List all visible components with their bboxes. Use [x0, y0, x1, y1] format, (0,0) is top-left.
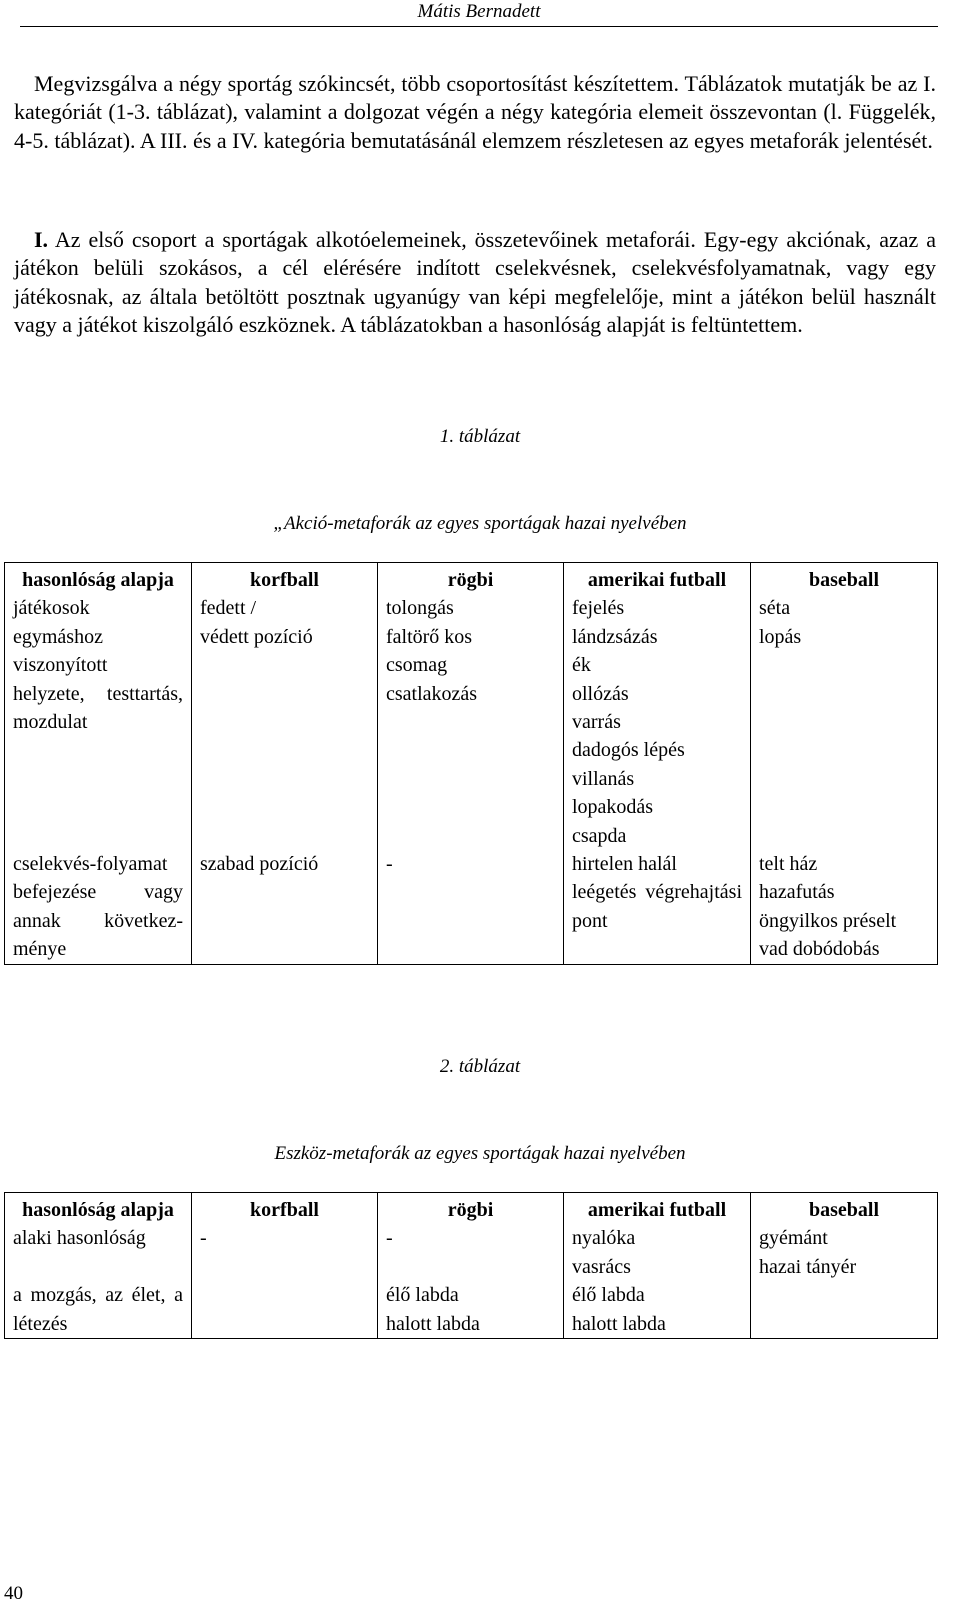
- term: gyémánt: [759, 1227, 828, 1250]
- cell-rogbi: [378, 594, 564, 850]
- table-row: [5, 1281, 938, 1338]
- cell-rogbi: [378, 1281, 564, 1338]
- cell-baseball: [751, 594, 938, 850]
- row-basis: cselekvés-folyamat befejezése vagy annak következ-ménye: [5, 850, 192, 964]
- term: lopakodás: [572, 796, 654, 819]
- row-basis: a mozgás, az élet, a létezés: [5, 1281, 192, 1338]
- header-korfball: korfball: [192, 563, 378, 595]
- cell-baseball: [751, 850, 938, 964]
- cell-baseball: [751, 1281, 938, 1338]
- table-row: [5, 850, 938, 964]
- term: hazafutás: [759, 881, 835, 904]
- header-rogbi: rögbi: [378, 563, 564, 595]
- term: halott labda: [386, 1312, 480, 1335]
- cell-amerikai: [564, 1281, 751, 1338]
- header-basis: hasonlóság alapja: [5, 563, 192, 595]
- term: dadogós lépés: [572, 739, 685, 762]
- term: -: [386, 853, 393, 876]
- term: öngyilkos préselt: [759, 909, 897, 932]
- term: élő labda: [386, 1284, 459, 1307]
- table2-caption: 2. táblázat: [439, 1056, 521, 1077]
- term: csatlakozás: [386, 682, 478, 705]
- term: lándzsázás: [572, 625, 658, 648]
- category-body: Egy-egy akciónak, azaz a játékon belüli szokásos, a cél elérésére indított cselekvésnek, cselekvésfolyamatnak, vagy egy játékosnak, az általa betöltött posztnak ugyanúgy van képi megfelelője, mint a játékon belül használt vagy a játékot kiszolgáló eszköznek. A táblázatokban a hasonlóság alapját is feltüntettem.: [14, 227, 936, 338]
- term: fejelés: [572, 597, 625, 620]
- term: szabad pozíció: [200, 853, 319, 876]
- term: varrás: [572, 711, 621, 734]
- table-row: [5, 1224, 938, 1281]
- cell-rogbi: [378, 850, 564, 964]
- term: védett pozíció: [200, 625, 313, 648]
- term: ollózás: [572, 682, 629, 705]
- cell-amerikai: [564, 850, 751, 964]
- term: ék: [572, 654, 591, 677]
- header-baseball: baseball: [751, 563, 938, 595]
- term: faltörő kos: [386, 625, 473, 648]
- term: -: [386, 1227, 393, 1250]
- header-korfball: korfball: [192, 1193, 378, 1225]
- term: séta: [759, 597, 791, 620]
- header-author: Mátis Bernadett: [417, 1, 541, 22]
- term: nyalóka: [572, 1227, 636, 1250]
- action-metaphors-table: [4, 562, 938, 965]
- running-header: [20, 0, 938, 27]
- term: leégetés végrehajtási pont: [572, 881, 742, 932]
- term: tolongás: [386, 597, 454, 620]
- cell-korfball: [192, 594, 378, 850]
- term: csomag: [386, 654, 448, 677]
- term: halott labda: [572, 1312, 666, 1335]
- header-basis: hasonlóság alapja: [5, 1193, 192, 1225]
- header-amerikai-futball: amerikai futball: [564, 563, 751, 595]
- term: élő labda: [572, 1284, 645, 1307]
- term: vad dobódobás: [759, 938, 880, 961]
- cell-baseball: [751, 1224, 938, 1281]
- term: hazai tányér: [759, 1255, 857, 1278]
- table1-caption: 1. táblázat: [439, 426, 521, 447]
- table2-title: Eszköz-metaforák az egyes sportágak hazai nyelvében: [274, 1143, 686, 1164]
- page-number: 40: [4, 1583, 23, 1604]
- category-paragraph: [14, 226, 936, 340]
- row-basis: játékosok egymáshoz viszonyított helyzete, testtartás, mozdulat: [5, 594, 192, 850]
- intro-paragraph: Megvizsgálva a négy sportág szókincsét, több csoportosítást készítettem. Táblázatok mutatják be az I. kategóriát (1-3. táblázat), valamint a dolgozat végén a négy kategória elemeit összevontan (l. Függelék, 4-5. táblázat). A III. és a IV. kategória bemutatásánál elemzem részletesen az egyes metaforák jelentését.: [14, 71, 936, 153]
- term: villanás: [572, 767, 635, 790]
- row-basis: alaki hasonlóság: [5, 1224, 192, 1281]
- term: -: [200, 1227, 207, 1250]
- table-header-row: [5, 563, 938, 595]
- table-row: [5, 594, 938, 850]
- term: vasrács: [572, 1255, 631, 1278]
- cell-amerikai: [564, 1224, 751, 1281]
- category-title: Az első csoport a sportágak alkotóelemeinek, összetevőinek metaforái.: [54, 227, 696, 252]
- cell-amerikai: [564, 594, 751, 850]
- term: csapda: [572, 824, 627, 847]
- category-number: I.: [34, 227, 49, 252]
- term: fedett /: [200, 597, 257, 620]
- tool-metaphors-table: [4, 1192, 938, 1339]
- term: hirtelen halál: [572, 853, 677, 876]
- header-amerikai-futball: amerikai futball: [564, 1193, 751, 1225]
- cell-korfball: [192, 850, 378, 964]
- cell-rogbi: [378, 1224, 564, 1281]
- cell-korfball: [192, 1281, 378, 1338]
- header-rogbi: rögbi: [378, 1193, 564, 1225]
- header-baseball: baseball: [751, 1193, 938, 1225]
- table1-title: „Akció-metaforák az egyes sportágak hazai nyelvében: [273, 513, 687, 534]
- table-header-row: [5, 1193, 938, 1225]
- term: lopás: [759, 625, 802, 648]
- cell-korfball: [192, 1224, 378, 1281]
- term: telt ház: [759, 853, 818, 876]
